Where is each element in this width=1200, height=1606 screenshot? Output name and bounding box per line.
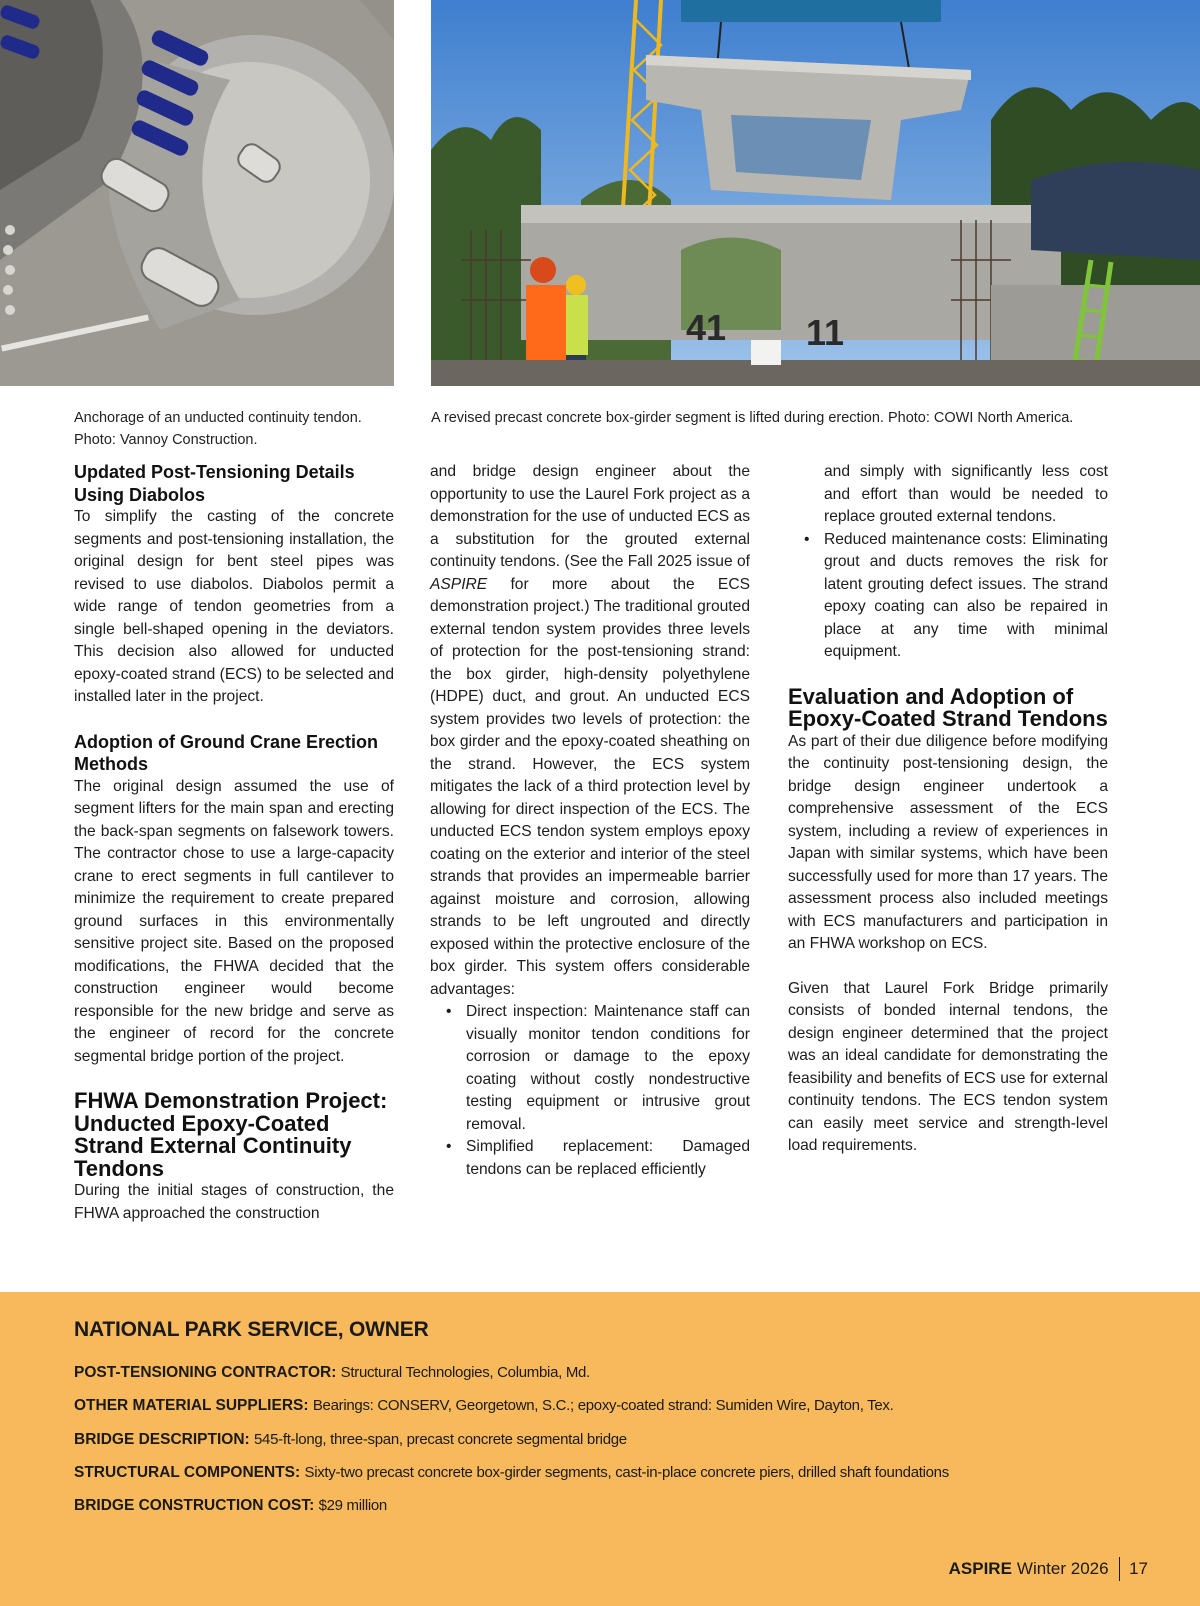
heading-fhwa-demonstration: FHWA Demonstration Project: Unducted Epoxy-Coated Strand External Continuity Tendons (74, 1088, 388, 1181)
fact-label: BRIDGE CONSTRUCTION COST: (74, 1497, 315, 1514)
paragraph-ecs-protection-part-a: and bridge design engineer about the opportunity to use the Laurel Fork project as a demonstration for the use of unducted ECS as a substitution for the grouted external continuity tendons. (See the Fall 2025 issue of (430, 463, 750, 570)
article-column-3 (788, 461, 1108, 1158)
fact-row (74, 1396, 894, 1416)
fact-value: $29 million (318, 1497, 387, 1514)
left-photo-caption: Anchorage of an unducted continuity tendon. Photo: Vannoy Construction. (74, 410, 362, 448)
fact-row (74, 1496, 387, 1516)
right-photo-caption: A revised precast concrete box-girder segment is lifted during erection. Photo: COWI North America. (431, 410, 1074, 426)
fact-label: OTHER MATERIAL SUPPLIERS: (74, 1397, 309, 1414)
fact-value: 545-ft-long, three-span, precast concrete segmental bridge (254, 1431, 627, 1448)
list-item-continuation: and simply with significantly less cost and effort than would be needed to replace grouted external tendons. (824, 463, 1108, 525)
paragraph-ground-crane: The original design assumed the use of segment lifters for the main span and erecting the back-span segments on falsework towers. The contractor chose to use a large-capacity crane to erect segments in full cantilever to minimize the requirement to create prepared ground surfaces in this environmentally sensitive project site. Based on the proposed modifications, the FHWA decided that the construction engineer would become responsible for the new bridge and serve as the engineer of record for the concrete segmental bridge portion of the project. (74, 777, 394, 1065)
list-item: • Simplified replacement: Damaged tendons can be replaced efficiently (430, 1136, 750, 1181)
aspire-magazine-reference: ASPIRE (430, 575, 488, 593)
paragraph-fhwa-intro: During the initial stages of construction, the FHWA approached the construction (74, 1182, 394, 1222)
paragraph-due-diligence: As part of their due diligence before modifying the continuity post-tensioning design, the bridge design engineer undertook a comprehensive assessment of the ECS system, including a review of experiences in Japan with similar systems, which have been successfully used for more than 17 years. The assessment process also included meetings with ECS manufacturers and participation in an FHWA workshop on ECS. (788, 732, 1108, 952)
fact-label: BRIDGE DESCRIPTION: (74, 1431, 250, 1448)
magazine-brand: ASPIRE (948, 1559, 1012, 1578)
paragraph-laurel-fork-candidate: Given that Laurel Fork Bridge primarily consists of bonded internal tendons, the design engineer determined that the project was an ideal candidate for demonstrating the feasibility and benefits of ECS use for external continuity tendons. The ECS tendon system can easily meet service and strength-level load requirements. (788, 979, 1108, 1154)
crane-lift-photo (431, 0, 1200, 386)
paragraph-diabolos: To simplify the casting of the concrete segments and post-tensioning installation, the original design for bent steel pipes was revised to use diabolos. Diabolos permit a wide range of tendon geometries from a single bell-shaped opening in the deviators. This decision also allowed for unducted epoxy-coated strand (ECS) to be selected and installed later in the project. (74, 508, 394, 705)
fact-row (74, 1463, 949, 1483)
list-item: • Reduced maintenance costs: Eliminating grout and ducts removes the risk for latent grouting defect issues. The strand epoxy coating can also be repaired in place at any time with minimal equipment. (788, 529, 1108, 664)
paragraph-ecs-protection-part-b: for more about the ECS demonstration project.) The traditional grouted external tendon system provides three levels of protection for the post-tensioning strand: the box girder, high-density polyethylene (HDPE) duct, and grout. An unducted ECS system provides two levels of protection: the box girder and the epoxy-coated sheathing on the strand. However, the ECS system mitigates the lack of a third protection level by allowing for direct inspection of the ECS. The unducted ECS tendon system employs epoxy coating on the exterior and interior of the steel strands that provides an impermeable barrier against moisture and corrosion, allowing strands to be left ungrouted and directly exposed within the protective enclosure of the box girder. This system offers considerable advantages: (430, 575, 750, 998)
heading-diabolos: Updated Post-Tensioning Details Using Diabolos (74, 462, 355, 505)
advantages-list (430, 1001, 750, 1181)
owner-line: NATIONAL PARK SERVICE, OWNER (74, 1318, 429, 1341)
anchorage-photo (0, 0, 394, 386)
heading-evaluation-adoption: Evaluation and Adoption of Epoxy-Coated Strand Tendons (788, 683, 1108, 731)
fact-value: Bearings: CONSERV, Georgetown, S.C.; epoxy-coated strand: Sumiden Wire, Dayton, Tex. (312, 1397, 894, 1414)
article-column-2 (430, 461, 750, 1181)
fact-label: POST-TENSIONING CONTRACTOR: (74, 1364, 337, 1381)
crane-lift-illustration (431, 0, 1200, 386)
heading-ground-crane: Adoption of Ground Crane Erection Methods (74, 731, 378, 774)
anchorage-illustration (0, 0, 394, 386)
fact-row (74, 1430, 627, 1450)
article-column-1 (74, 461, 394, 1225)
fact-value: Sixty-two precast concrete box-girder segments, cast-in-place concrete piers, drilled shaft foundations (304, 1464, 949, 1481)
fact-label: STRUCTURAL COMPONENTS: (74, 1464, 301, 1481)
segment-mark-left: 41 (686, 307, 727, 348)
fact-row (74, 1363, 590, 1383)
list-item: • Direct inspection: Maintenance staff can visually monitor tendon conditions for corrosion or damage to the epoxy coating without costly nondestructive testing equipment or intrusive grout removal. (430, 1001, 750, 1136)
issue-label: Winter 2026 (1016, 1559, 1109, 1578)
footer-divider (1119, 1557, 1121, 1581)
advantages-list-continued (788, 529, 1108, 664)
segment-mark-right: 11 (806, 312, 845, 353)
page-number: 17 (1129, 1559, 1148, 1578)
page-footer (949, 1556, 1148, 1582)
fact-value: Structural Technologies, Columbia, Md. (340, 1364, 590, 1381)
paragraph-ecs-protection (430, 461, 750, 1001)
